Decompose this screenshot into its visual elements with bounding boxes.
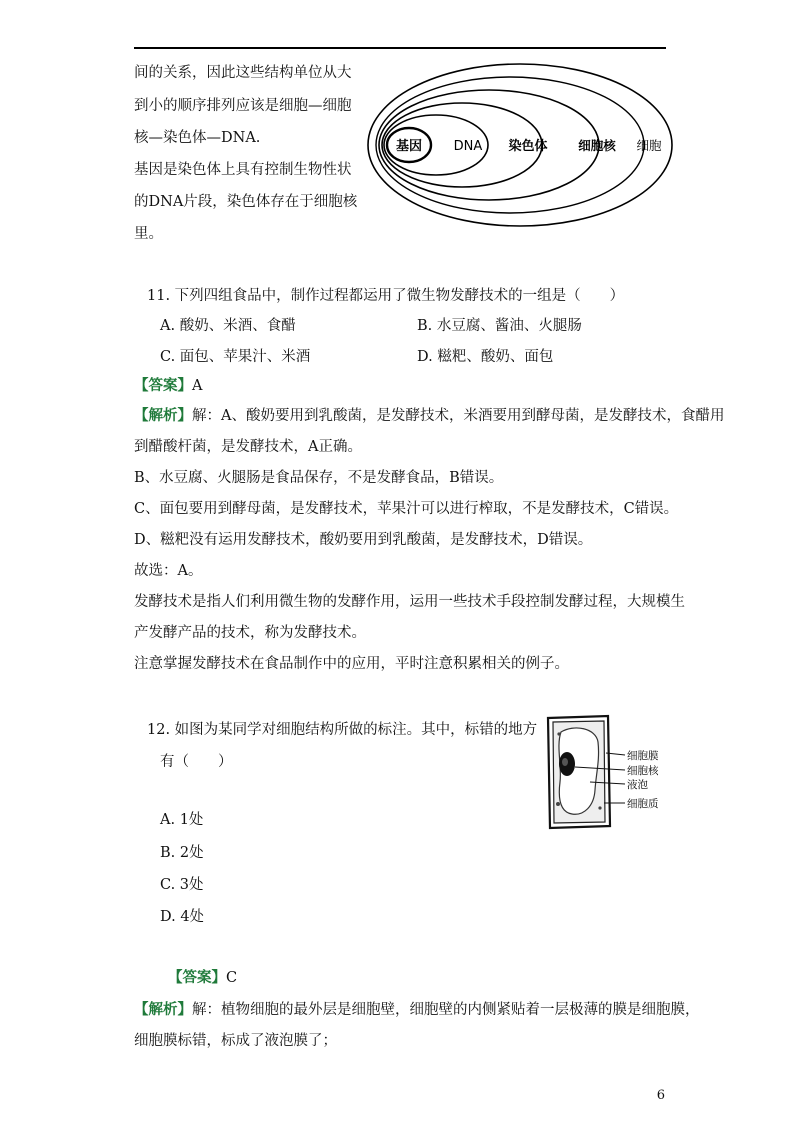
- analysis-tag: 【解析】: [134, 407, 192, 424]
- q12-answer: [168, 968, 237, 988]
- q12-stem-line1: 12. 如图为某同学对细胞结构所做的标注。其中，标错的地方: [147, 722, 538, 738]
- label-cell: 细胞: [636, 138, 662, 153]
- q12-option-b: B. 2处: [160, 845, 204, 861]
- answer-value: C: [226, 970, 238, 986]
- q11-analysis-line: 产发酵产品的技术，称为发酵技术。: [134, 625, 366, 641]
- label-gene: 基因: [395, 139, 423, 154]
- q11-analysis-line: 到醋酸杆菌，是发酵技术，A正确。: [134, 439, 362, 455]
- cell-label-nucleus: 细胞核: [627, 765, 659, 777]
- q11-analysis-line: C、面包要用到酵母菌，是发酵技术，苹果汁可以进行榨取，不是发酵技术，C错误。: [134, 501, 679, 517]
- q11-option-b: B. 水豆腐、酱油、火腿肠: [417, 318, 582, 334]
- header-rule: [134, 47, 666, 49]
- q12-option-d: D. 4处: [160, 909, 205, 925]
- intro-line: 到小的顺序排列应该是细胞—细胞: [134, 98, 352, 114]
- analysis-tag: 【解析】: [134, 1001, 192, 1018]
- q11-analysis-first: [134, 406, 724, 426]
- intro-line: 的DNA片段，染色体存在于细胞核: [134, 194, 358, 210]
- q11-analysis-line: D、糍粑没有运用发酵技术，酸奶要用到乳酸菌，是发酵技术，D错误。: [134, 532, 593, 548]
- q12-analysis-first: [134, 1000, 700, 1020]
- answer-tag: 【答案】: [168, 969, 226, 986]
- page-number: 6: [656, 1088, 665, 1103]
- label-dna: DNA: [453, 139, 483, 154]
- q11-analysis-line: B、水豆腐、火腿肠是食品保存，不是发酵食品，B错误。: [134, 470, 504, 486]
- intro-line: 间的关系，因此这些结构单位从大: [134, 65, 352, 81]
- cell-label-cytoplasm: 细胞质: [627, 798, 659, 810]
- answer-tag: 【答案】: [134, 377, 192, 394]
- cell-label-vacuole: 液泡: [627, 779, 648, 791]
- q11-analysis-line: 故选：A。: [134, 563, 203, 579]
- analysis-text: 解：植物细胞的最外层是细胞壁，细胞壁的内侧紧贴着一层极薄的膜是细胞膜，: [192, 1002, 700, 1018]
- answer-value: A: [192, 378, 203, 394]
- label-chromosome: 染色体: [508, 139, 548, 154]
- analysis-text: 解：A、酸奶要用到乳酸菌，是发酵技术，米酒要用到酵母菌，是发酵技术，食醋用: [192, 408, 725, 424]
- intro-line: 基因是染色体上具有控制生物性状: [134, 162, 352, 178]
- label-nucleus: 细胞核: [578, 138, 616, 153]
- cell-label-membrane: 细胞膜: [627, 750, 659, 762]
- q12-option-a: A. 1处: [160, 812, 204, 828]
- q11-option-d: D. 糍粑、酸奶、面包: [417, 349, 554, 365]
- q11-option-c: C. 面包、苹果汁、米酒: [160, 349, 311, 365]
- intro-line: 核—染色体—DNA.: [134, 130, 261, 146]
- nested-ellipse-diagram: [364, 60, 676, 230]
- q11-answer: [134, 376, 202, 396]
- q11-option-a: A. 酸奶、米酒、食醋: [160, 318, 296, 334]
- q12-option-c: C. 3处: [160, 877, 204, 893]
- q12-analysis-line: 细胞膜标错，标成了液泡膜了；: [134, 1033, 337, 1049]
- q11-analysis-line: 发酵技术是指人们利用微生物的发酵作用，运用一些技术手段控制发酵过程，大规模生: [134, 594, 685, 610]
- q11-stem: 11. 下列四组食品中，制作过程都运用了微生物发酵技术的一组是（ ）: [147, 288, 625, 304]
- plant-cell-diagram: [540, 712, 680, 830]
- q12-stem-line2: 有（ ）: [160, 754, 233, 770]
- q11-analysis-line: 注意掌握发酵技术在食品制作中的应用，平时注意积累相关的例子。: [134, 656, 569, 672]
- intro-line: 里。: [134, 226, 163, 242]
